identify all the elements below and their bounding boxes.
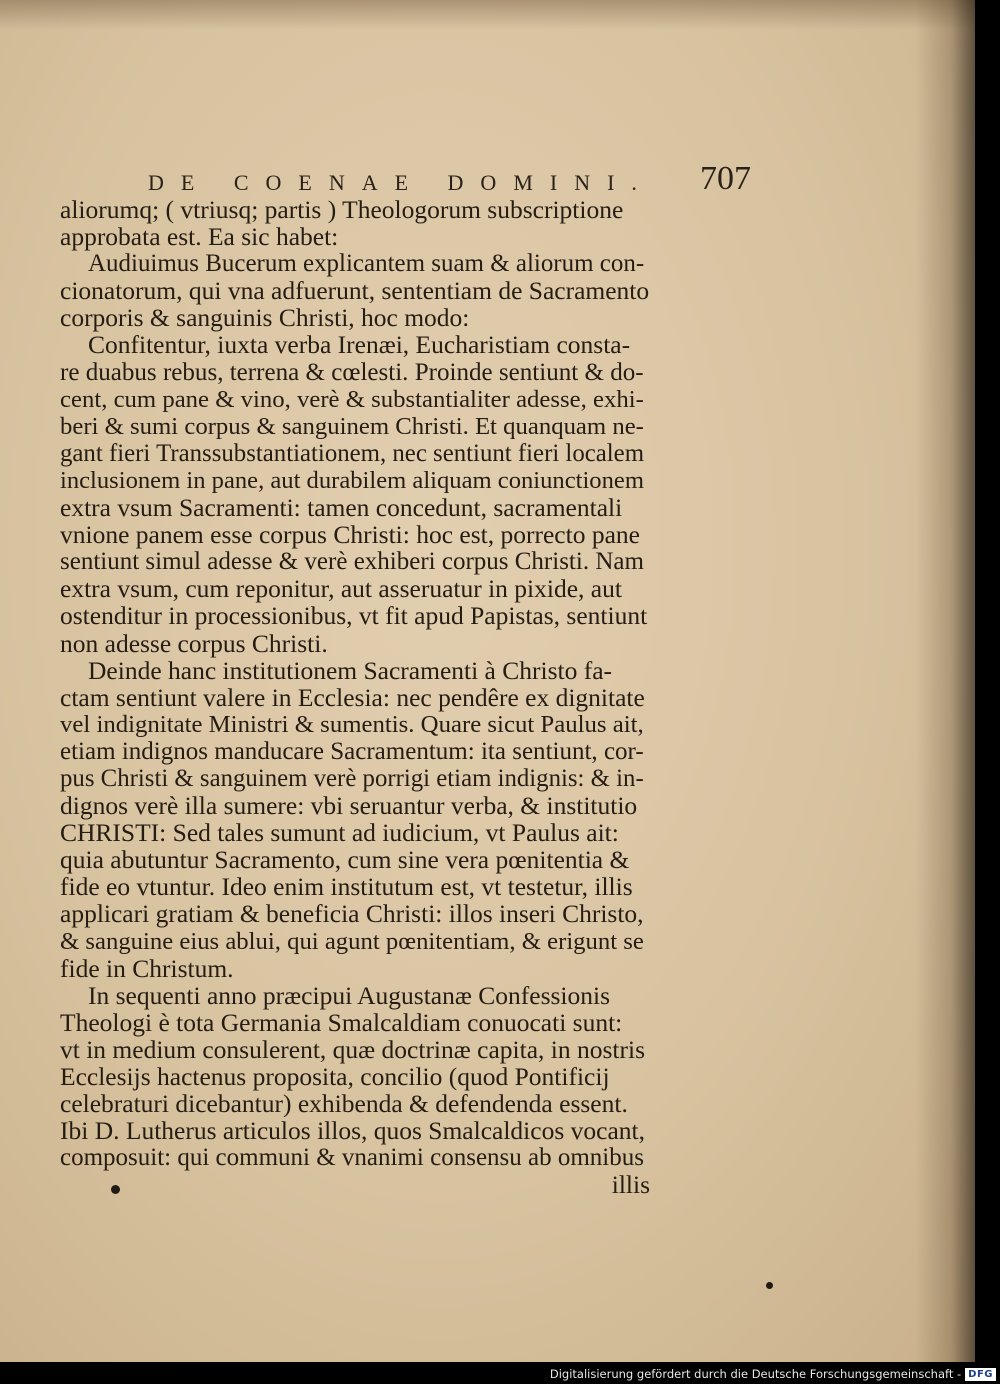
text-line: Deinde hanc institutionem Sacramenti à Christo fa-: [88, 655, 613, 685]
ink-spot: [766, 1282, 773, 1289]
text-line: aliorumq; ( vtriusq; partis ) Theologorum subscriptione: [60, 195, 624, 224]
body-text: [60, 196, 650, 1198]
text-line: extra vsum Sacramenti: tamen concedunt, sacramentali: [60, 493, 623, 523]
text-line: dignos verè illa sumere: vbi seruantur verba, & institutio: [60, 791, 638, 821]
text-line: celebraturi dicebantur) exhibenda & defendenda essent.: [60, 1089, 628, 1119]
text-line: applicari gratiam & beneficia Christi: illos inseri Christo,: [60, 899, 644, 929]
text-line: pus Christi & sanguinem verè porrigi etiam indignis: & in-: [60, 764, 644, 792]
text-line: cionatorum, qui vna adfuerunt, sententiam de Sacramento: [60, 276, 650, 306]
text-line: beri & sumi corpus & sanguinem Christi. Et quanquam ne-: [60, 412, 644, 440]
text-line: In sequenti anno præcipui Augustanæ Confessionis: [88, 980, 611, 1010]
text-line: vel indignitate Ministri & sumentis. Quare sicut Paulus ait,: [60, 710, 644, 738]
text-line: ostenditur in processionibus, vt fit apud Papistas, sentiunt: [60, 601, 648, 631]
text-line: inclusionem in pane, aut durabilem aliquam coniunctionem: [60, 466, 644, 494]
text-line: Ibi D. Lutherus articulos illos, quos Smalcaldicos vocant,: [60, 1116, 645, 1146]
running-head: DE COENAE DOMINI.: [148, 170, 654, 195]
text-line: quia abutuntur Sacramento, cum sine vera pœnitentia &: [60, 845, 630, 875]
text-line: cent, cum pane & vino, verè & substantialiter adesse, exhi-: [60, 385, 644, 413]
text-line: Confitentur, iuxta verba Irenæi, Eucharistiam consta-: [88, 330, 631, 360]
catchword: illis: [611, 1170, 650, 1200]
text-line: Ecclesijs hactenus proposita, concilio (quod Pontificij: [60, 1062, 610, 1091]
text-line: non adesse corpus Christi.: [60, 628, 328, 658]
text-line: Audiuimus Bucerum explicantem suam & aliorum con-: [88, 250, 645, 278]
text-line: CHRISTI: Sed tales sumunt ad iudicium, vt Paulus ait:: [60, 818, 619, 848]
text-line: vnione panem esse corpus Christi: hoc est, porrecto pane: [60, 520, 640, 550]
text-line: ctam sentiunt valere in Ecclesia: nec pendêre ex dignitate: [60, 682, 645, 712]
page-number: 707: [700, 160, 751, 197]
text-line: etiam indignos manducare Sacramentum: ita sentiunt, cor-: [60, 737, 644, 765]
ink-spot: [111, 1185, 120, 1194]
text-line: extra vsum, cum reponitur, aut asseruatur in pixide, aut: [60, 574, 622, 604]
dfg-logo-icon: DFG: [965, 1368, 996, 1381]
text-line: approbata est. Ea sic habet:: [60, 222, 339, 252]
text-line: & sanguine eius ablui, qui agunt pœnitentiam, & erigunt se: [60, 927, 644, 955]
text-line: fide eo vtuntur. Ideo enim institutum est, vt testetur, illis: [60, 872, 633, 902]
footer-credit: Digitalisierung gefördert durch die Deutsche Forschungsgemeinschaft -: [549, 1367, 962, 1381]
digitization-footer: [549, 1364, 1000, 1384]
text-line: corporis & sanguinis Christi, hoc modo:: [60, 303, 470, 333]
text-line: re duabus rebus, terrena & cœlesti. Proinde sentiunt & do-: [60, 358, 644, 386]
text-line: sentiunt simul adesse & verè exhiberi corpus Christi. Nam: [60, 548, 644, 576]
text-line: vt in medium consulerent, quæ doctrinæ capita, in nostris: [60, 1034, 645, 1064]
text-line: Theologi è tota Germania Smalcaldiam conuocati sunt:: [60, 1007, 623, 1037]
text-line: composuit: qui communi & vnanimi consensu ab omnibus: [60, 1144, 644, 1172]
text-line: gant fieri Transsubstantiationem, nec sentiunt fieri localem: [60, 439, 645, 467]
text-line: fide in Christum.: [60, 953, 234, 983]
